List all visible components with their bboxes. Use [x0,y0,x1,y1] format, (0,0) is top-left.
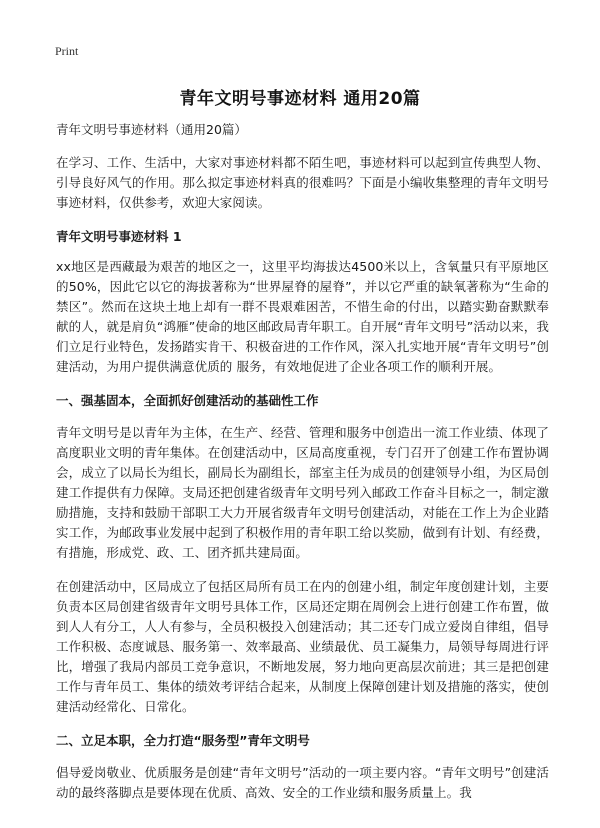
part2-heading: 二、立足本职，全力打造“服务型”青年文明号 [56,733,310,748]
page-title: 青年文明号事迹材料 通用20篇 [179,89,421,109]
article-body [56,120,549,817]
section1-paragraph: xx地区是西藏最为艰苦的地区之一，这里平均海拔达4500米以上，含氧量只有平原地区的50%，因此它以它的海拔著称为“世界屋脊的屋脊”，并以它严重的缺氧著称为“生命的禁区”。然而在这块土地上却有一群不畏艰难困苦，不惜生命的付出，以踏实勤奋默默奉献的人，就是肩负“鸿雁”使命的地区邮政局青年职工。自开展“青年文明号”活动以来，我们立足行业特色，发扬踏实肯干、积极奋进的工作作风，深入扎实地开展“青年文明号”创建活动，为用户提供满意优质的 服务，有效地促进了企业各项工作的顺利开展。 [56,259,549,374]
part1-paragraph-2: 在创建活动中，区局成立了包括区局所有员工在内的创建小组，制定年度创建计划，主要负责本区局创建省级青年文明号具体工作，区局还定期在周例会上进行创建工作布置，做到人人有分工，人人有参与，全员积极投入创建活动；其二还专门成立爱岗自律组，倡导工作积极、态度诚恳、服务第一、效率最高、业绩最优、员工凝集力，局领导每周进行评比，增强了我局内部员工竞争意识，不断地发展，努力地向更高层次前进；其三是把创建工作与青年员工、集体的绩效考评结合起来，从制度上保障创建计划及措施的落实，使创建活动经常化、日常化。 [56,579,549,714]
section-heading-1: 青年文明号事迹材料 1 [56,229,182,244]
article-subtitle: 青年文明号事迹材料（通用20篇） [56,122,247,137]
part1-heading: 一、强基固本，全面抓好创建活动的基础性工作 [56,393,319,408]
part2-paragraph-1: 倡导爱岗敬业、优质服务是创建“青年文明号”活动的一项主要内容。“青年文明号”创建活动的最终落脚点是要体现在优质、高效、安全的工作业绩和服务质量上。我 [56,765,549,800]
part1-paragraph-1: 青年文明号是以青年为主体，在生产、经营、管理和服务中创造出一流工作业绩、体现了高度职业文明的青年集体。在创建活动中，区局高度重视，专门召开了创建工作布置协调会，成立了以局长为组长，副局长为副组长，部室主任为成员的创建领导小组，为区局创建工作提供有力保障。支局还把创建省级青年文明号列入邮政工作奋斗目标之一，制定激励措施，支持和鼓励干部职工大力开展省级青年文明号创建活动，对能在工作上为企业踏实工作，为邮政事业发展中起到了积极作用的青年职工给以奖励，做到有计划、有经费，有措施，形成党、政、工、团齐抓共建局面。 [56,425,549,560]
intro-paragraph: 在学习、工作、生活中，大家对事迹材料都不陌生吧，事迹材料可以起到宣传典型人物、引导良好风气的作用。那么拟定事迹材料真的很难吗？下面是小编收集整理的青年文明号事迹材料，仅供参考，欢迎大家阅读。 [56,155,549,210]
print-link[interactable]: Print [55,44,79,58]
